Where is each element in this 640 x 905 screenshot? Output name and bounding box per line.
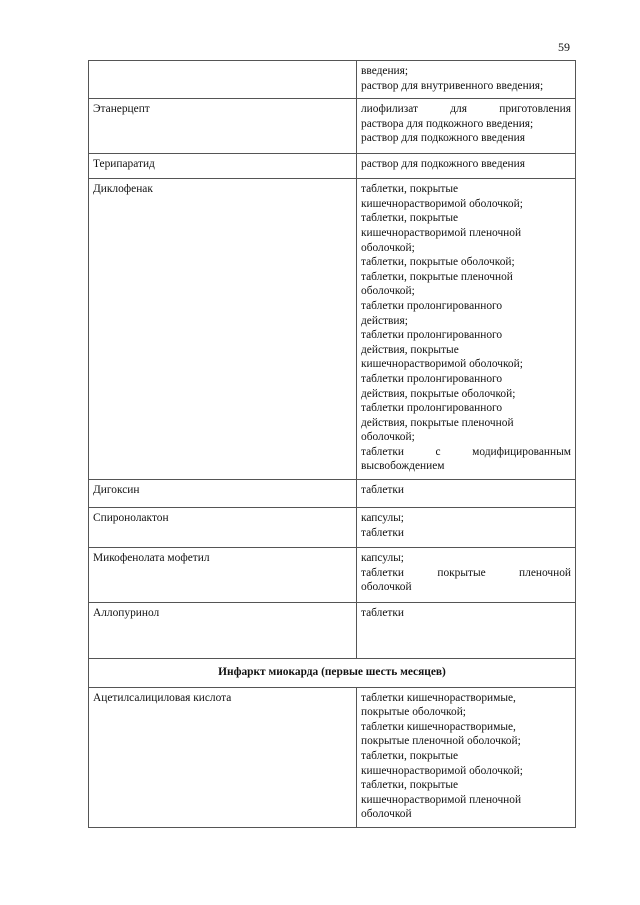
dosage-forms (357, 179, 576, 480)
dosage-form-line: таблетки пролонгированного (361, 402, 503, 415)
dosage-form-line: таблетки, покрытые оболочкой; (361, 256, 515, 269)
table-row (89, 154, 576, 179)
dosage-form-line: действия; (361, 314, 408, 327)
dosage-form-line: капсулы; (361, 552, 404, 565)
drug-name: Микофенолата мофетил (89, 548, 357, 603)
dosage-form-line: введения; (361, 65, 409, 77)
drug-name: Спиронолактон (89, 508, 357, 548)
dosage-form-line: таблетки, покрытые пленочной (361, 270, 513, 283)
dosage-form-line: таблетки пролонгированного (361, 329, 503, 342)
drug-name: Этанерцепт (89, 99, 357, 154)
drug-name: Терипаратид (89, 154, 357, 179)
dosage-form-line: раствор для внутривенного введения; (361, 79, 544, 92)
table-row (89, 603, 576, 659)
dosage-form-line: покрытые оболочкой; (361, 706, 466, 719)
dosage-form-line: таблетки, покрытые (361, 212, 459, 225)
dosage-form-line: действия, покрытые (361, 343, 459, 356)
section-header-row (89, 659, 576, 688)
dosage-form-line: кишечнорастворимой пленочной (361, 226, 522, 239)
dosage-form-line: таблетки кишечнорастворимые, (361, 691, 516, 704)
dosage-form-line: таблетки с модифицированным (361, 445, 571, 458)
dosage-form-line: капсулы; (361, 512, 404, 525)
table-row (89, 99, 576, 154)
dosage-form-line: оболочкой (361, 808, 412, 821)
dosage-form-line: действия, покрытые оболочкой; (361, 387, 516, 400)
dosage-forms (357, 603, 576, 659)
table-body-top (89, 61, 576, 659)
table-row (89, 480, 576, 508)
dosage-forms (357, 508, 576, 548)
dosage-form-line: кишечнорастворимой оболочкой; (361, 358, 523, 371)
dosage-form-line: раствор для подкожного введения (361, 132, 525, 145)
dosage-forms (357, 61, 576, 99)
table-row (89, 687, 576, 827)
dosage-form-line: оболочкой; (361, 285, 415, 298)
section-header: Инфаркт миокарда (первые шесть месяцев) (89, 659, 576, 688)
table-row (89, 61, 576, 99)
dosage-form-line: раствора для подкожного введения; (361, 117, 534, 130)
dosage-forms (357, 480, 576, 508)
dosage-form-line: таблетки пролонгированного (361, 299, 503, 312)
drug-name: Дигоксин (89, 480, 357, 508)
dosage-form-line: таблетки (361, 607, 405, 620)
dosage-form-line: действия, покрытые пленочной (361, 416, 514, 429)
dosage-forms (357, 154, 576, 179)
drug-name: Диклофенак (89, 179, 357, 480)
dosage-form-line: таблетки, покрытые (361, 750, 459, 763)
dosage-forms (357, 687, 576, 827)
dosage-form-line: оболочкой; (361, 431, 415, 444)
dosage-form-line: таблетки покрытые пленочной (361, 566, 571, 579)
table-row (89, 548, 576, 603)
dosage-form-line: оболочкой; (361, 241, 415, 254)
dosage-form-line: таблетки, покрытые (361, 183, 459, 196)
dosage-form-line: таблетки пролонгированного (361, 372, 503, 385)
dosage-form-line: таблетки (361, 526, 405, 539)
dosage-forms (357, 99, 576, 154)
dosage-form-line: кишечнорастворимой оболочкой; (361, 197, 523, 210)
dosage-form-line: кишечнорастворимой пленочной (361, 793, 522, 806)
drug-name (89, 61, 357, 99)
table-body-bottom (89, 687, 576, 827)
dosage-form-line: таблетки, покрытые (361, 779, 459, 792)
table-row (89, 508, 576, 548)
dosage-form-line: оболочкой (361, 581, 412, 594)
dosage-form-line: покрытые пленочной оболочкой; (361, 735, 521, 748)
dosage-form-line: лиофилизат для приготовления (361, 103, 571, 116)
dosage-form-line: высвобождением (361, 460, 445, 473)
dosage-form-line: таблетки (361, 484, 405, 497)
table-row (89, 179, 576, 480)
drug-name: Ацетилсалициловая кислота (89, 687, 357, 827)
dosage-form-line: кишечнорастворимой оболочкой; (361, 764, 523, 777)
table-body-section (89, 659, 576, 688)
dosage-form-line: раствор для подкожного введения (361, 158, 525, 171)
drug-table (88, 60, 576, 828)
dosage-forms (357, 548, 576, 603)
page-number: 59 (558, 40, 570, 54)
dosage-form-line: таблетки кишечнорастворимые, (361, 720, 516, 733)
drug-name: Аллопуринол (89, 603, 357, 659)
